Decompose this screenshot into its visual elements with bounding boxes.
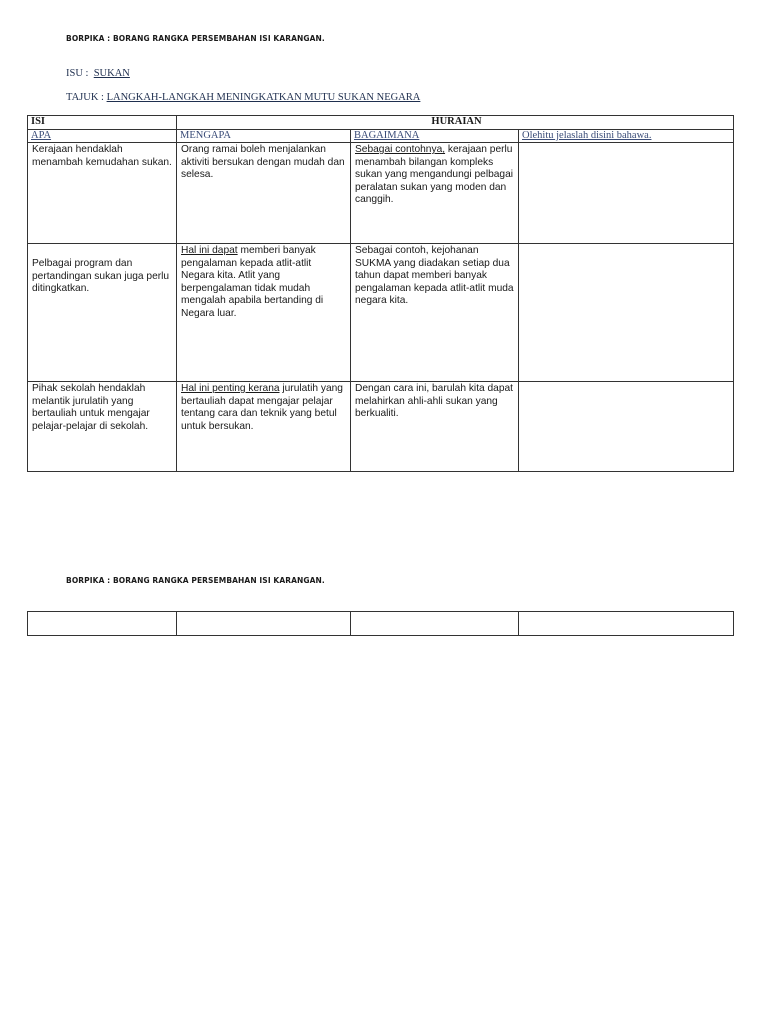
table-row bbox=[28, 612, 734, 636]
sub-apa: APA bbox=[28, 130, 177, 143]
rangka-table bbox=[27, 115, 734, 472]
cell-apa: Pelbagai program dan pertandingan sukan juga perlu ditingkatkan. bbox=[28, 244, 177, 382]
table-row bbox=[28, 143, 734, 244]
empty-cell bbox=[351, 612, 519, 636]
sub-bagaimana: BAGAIMANA bbox=[351, 130, 519, 143]
tajuk-label: TAJUK : bbox=[66, 92, 104, 103]
sub-olehitu: Olehitu jelaslah disini bahawa. bbox=[519, 130, 734, 143]
isu-value: SUKAN bbox=[93, 68, 130, 79]
tajuk-line bbox=[66, 92, 420, 103]
empty-cell bbox=[28, 612, 177, 636]
cell-olehitu bbox=[519, 143, 734, 244]
cell-bagaimana: Sebagai contoh, kejohanan SUKMA yang diadakan setiap dua tahun dapat memberi banyak pengalaman kepada atlit-atlit muda negara kita. bbox=[351, 244, 519, 382]
form-header-2: BORPIKA : BORANG RANGKA PERSEMBAHAN ISI KARANGAN. bbox=[66, 576, 325, 585]
table-subheader-row bbox=[28, 130, 734, 143]
col-isi: ISI bbox=[28, 116, 177, 130]
form-header: BORPIKA : BORANG RANGKA PERSEMBAHAN ISI KARANGAN. bbox=[66, 34, 325, 43]
table-header-row bbox=[28, 116, 734, 130]
empty-cell bbox=[177, 612, 351, 636]
cell-olehitu bbox=[519, 382, 734, 472]
tajuk-value: LANGKAH-LANGKAH MENINGKATKAN MUTU SUKAN NEGARA bbox=[106, 92, 421, 103]
cell-olehitu bbox=[519, 244, 734, 382]
empty-cell bbox=[519, 612, 734, 636]
isu-label: ISU : bbox=[66, 68, 89, 79]
rangka-table-2 bbox=[27, 611, 734, 636]
cell-bagaimana: Dengan cara ini, barulah kita dapat melahirkan ahli-ahli sukan yang berkualiti. bbox=[351, 382, 519, 472]
sub-mengapa: MENGAPA bbox=[177, 130, 351, 143]
cell-mengapa: Orang ramai boleh menjalankan aktiviti bersukan dengan mudah dan selesa. bbox=[177, 143, 351, 244]
cell-bagaimana: Sebagai contohnya, kerajaan perlu menambah bilangan kompleks sukan yang mengandungi pelbagai peralatan sukan yang moden dan canggih. bbox=[351, 143, 519, 244]
cell-apa: Pihak sekolah hendaklah melantik jurulatih yang bertauliah untuk mengajar pelajar-pelajar di sekolah. bbox=[28, 382, 177, 472]
cell-mengapa: Hal ini dapat memberi banyak pengalaman kepada atlit-atlit Negara kita. Atlit yang berpengalaman tidak mudah mengalah apabila bertanding di Negara luar. bbox=[177, 244, 351, 382]
col-huraian: HURAIAN bbox=[177, 116, 734, 130]
table-row bbox=[28, 244, 734, 382]
isu-line bbox=[66, 68, 130, 79]
table-row bbox=[28, 382, 734, 472]
cell-mengapa: Hal ini penting kerana jurulatih yang bertauliah dapat mengajar pelajar tentang cara dan teknik yang betul untuk bersukan. bbox=[177, 382, 351, 472]
cell-apa: Kerajaan hendaklah menambah kemudahan sukan. bbox=[28, 143, 177, 244]
